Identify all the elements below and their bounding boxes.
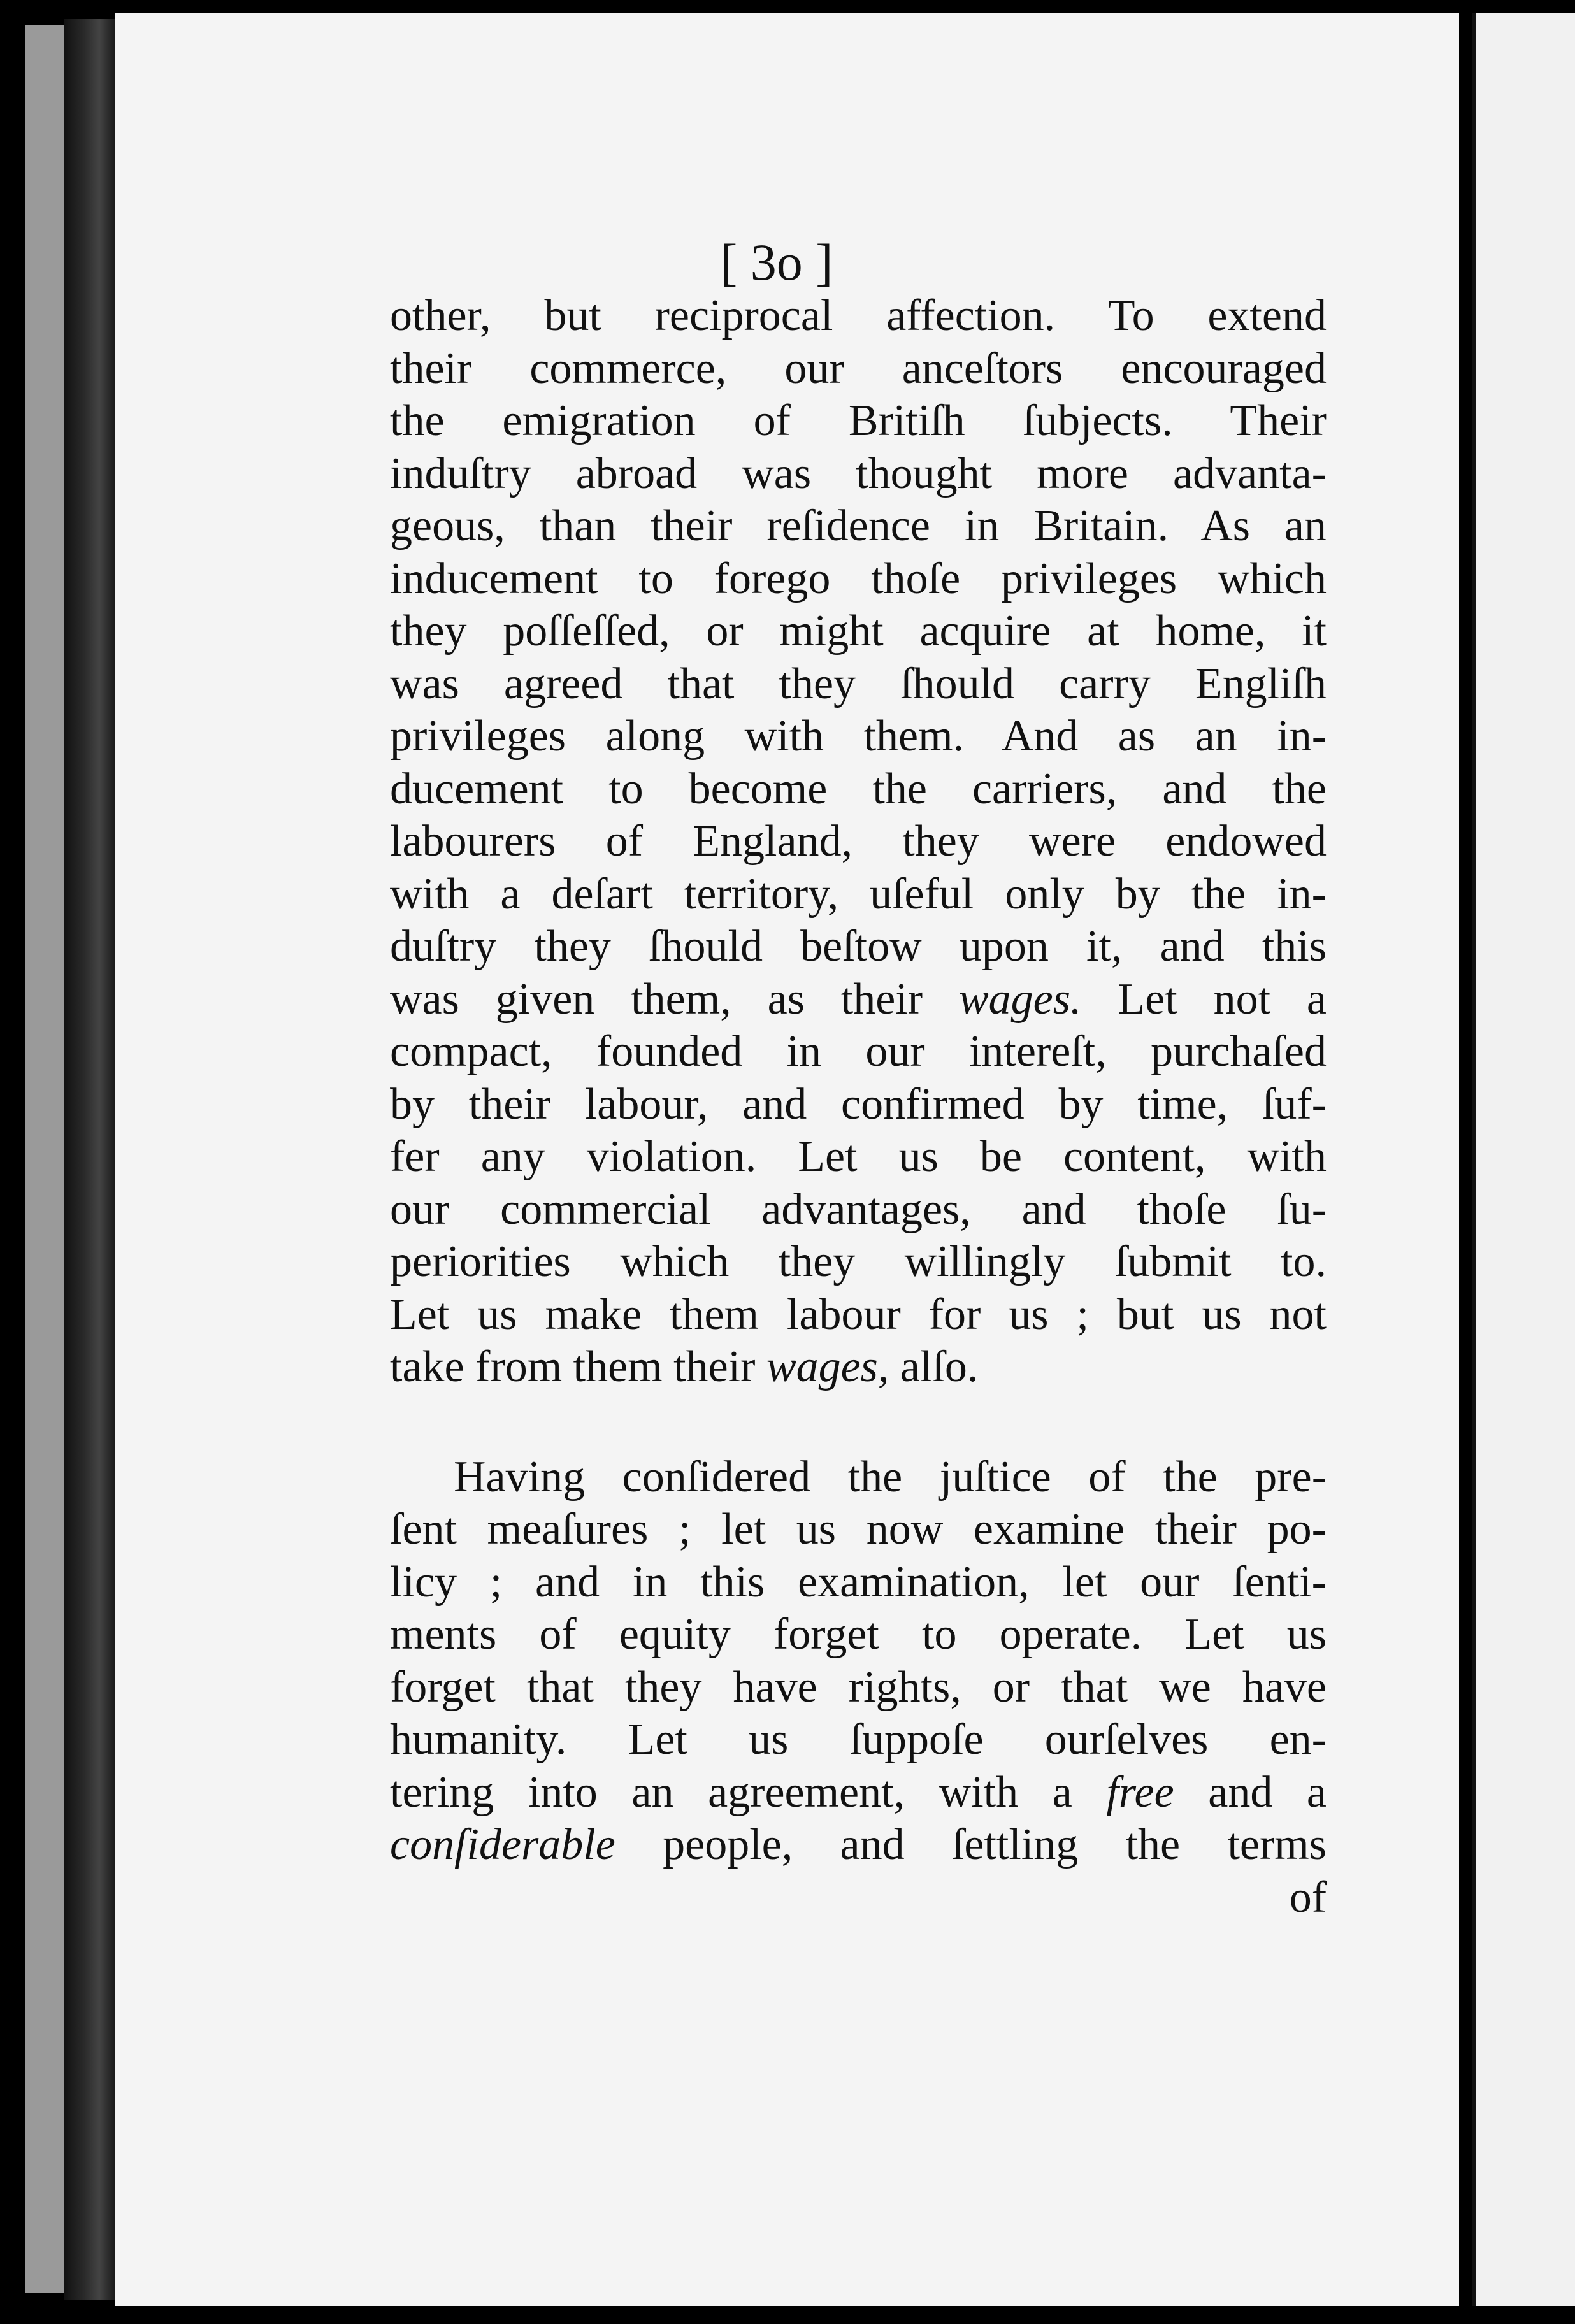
- text-line: [390, 500, 1327, 553]
- text-line: [390, 1026, 1327, 1079]
- line-text: geous, than their reſidence in Britain. As an: [390, 501, 1327, 550]
- text-line: [390, 1451, 1327, 1504]
- text-line: [390, 605, 1327, 658]
- text-line: [390, 921, 1327, 973]
- text-line: [390, 290, 1327, 343]
- text-line: [390, 1661, 1327, 1714]
- line-text: labourers of England, they were endowed: [390, 817, 1327, 866]
- text-line: [390, 1503, 1327, 1556]
- next-leaf-edge: [1472, 13, 1575, 2306]
- line-text: Let us make them labour for us ; but us not: [390, 1289, 1327, 1339]
- paragraph-2: [390, 1451, 1327, 1925]
- line-text: humanity. Let us ſuppoſe ourſelves en-: [390, 1715, 1327, 1764]
- line-text: ſent meaſures ; let us now examine their po-: [390, 1505, 1327, 1554]
- text-line: [390, 1341, 1327, 1394]
- line-text: licy ; and in this examination, let our ſenti-: [390, 1557, 1327, 1607]
- text-line: [390, 815, 1327, 868]
- catchword-line: [390, 1872, 1327, 1925]
- body-text: [390, 290, 1327, 1924]
- text-line: [390, 448, 1327, 501]
- text-line: [390, 763, 1327, 816]
- paragraph-1: [390, 290, 1327, 1394]
- line-text: ments of equity forget to operate. Let us: [390, 1610, 1327, 1659]
- line-text: ducement to become the carriers, and the: [390, 764, 1327, 814]
- text-line: [390, 553, 1327, 606]
- line-text: fer any violation. Let us be content, with: [390, 1132, 1327, 1181]
- line-text: by their labour, and confirmed by time, ſuf-: [390, 1079, 1327, 1129]
- text-line: [390, 973, 1327, 1026]
- line-text: take from them their: [390, 1342, 766, 1391]
- italic-word: wages.: [958, 974, 1082, 1024]
- text-line: [390, 395, 1327, 448]
- text-line: [390, 343, 1327, 396]
- text-line: [390, 1609, 1327, 1661]
- paragraph-gap: [390, 1394, 1327, 1451]
- text-line: [390, 1079, 1327, 1131]
- line-text: the emigration of Britiſh ſubjects. Their: [390, 396, 1327, 445]
- line-text: was agreed that they ſhould carry Engliſh: [390, 659, 1327, 708]
- line-text: periorities which they willingly ſubmit to.: [390, 1237, 1327, 1286]
- italic-word: free: [1106, 1767, 1174, 1817]
- text-line: [390, 1714, 1327, 1767]
- text-line: [390, 1131, 1327, 1184]
- line-text: other, but reciprocal affection. To extend: [390, 291, 1327, 340]
- previous-leaf-edge: [25, 25, 64, 2293]
- line-text: they poſſeſſed, or might acquire at home, it: [390, 606, 1327, 656]
- line-text: Let not a: [1081, 974, 1327, 1024]
- line-text: tering into an agreement, with a: [390, 1767, 1107, 1817]
- line-text: our commercial advantages, and thoſe ſu-: [390, 1184, 1327, 1234]
- text-line: [390, 1184, 1327, 1237]
- line-text: induſtry abroad was thought more advanta-: [390, 448, 1327, 498]
- italic-word: conſiderable: [390, 1820, 615, 1869]
- text-line: [390, 868, 1327, 921]
- text-line: [390, 1236, 1327, 1289]
- text-line: [390, 658, 1327, 711]
- line-text: privileges along with them. And as an in-: [390, 712, 1327, 761]
- line-text: forget that they have rights, or that we have: [390, 1662, 1327, 1712]
- text-line: [390, 1556, 1327, 1609]
- italic-word: wages,: [766, 1342, 889, 1391]
- text-line: [390, 1767, 1327, 1819]
- line-text: alſo.: [889, 1342, 979, 1391]
- line-text: and a: [1174, 1767, 1327, 1817]
- text-line: [390, 1289, 1327, 1342]
- line-text: inducement to forego thoſe privileges which: [390, 554, 1327, 603]
- book-spine: [64, 19, 115, 2300]
- line-text: duſtry they ſhould beſtow upon it, and this: [390, 922, 1327, 971]
- line-text: people, and ſettling the terms: [615, 1820, 1327, 1869]
- text-line: [390, 710, 1327, 763]
- catchword: of: [1289, 1872, 1327, 1922]
- line-text: their commerce, our anceſtors encouraged: [390, 343, 1327, 393]
- line-text: Having conſidered the juſtice of the pre-: [454, 1452, 1327, 1502]
- line-text: compact, founded in our intereſt, purchaſed: [390, 1027, 1327, 1076]
- page-number: [ 3o ]: [720, 233, 833, 291]
- line-text: was given them, as their: [390, 974, 959, 1024]
- line-text: with a deſart territory, uſeful only by the in-: [390, 869, 1327, 919]
- page-gap: [1459, 0, 1472, 2324]
- text-line: [390, 1819, 1327, 1872]
